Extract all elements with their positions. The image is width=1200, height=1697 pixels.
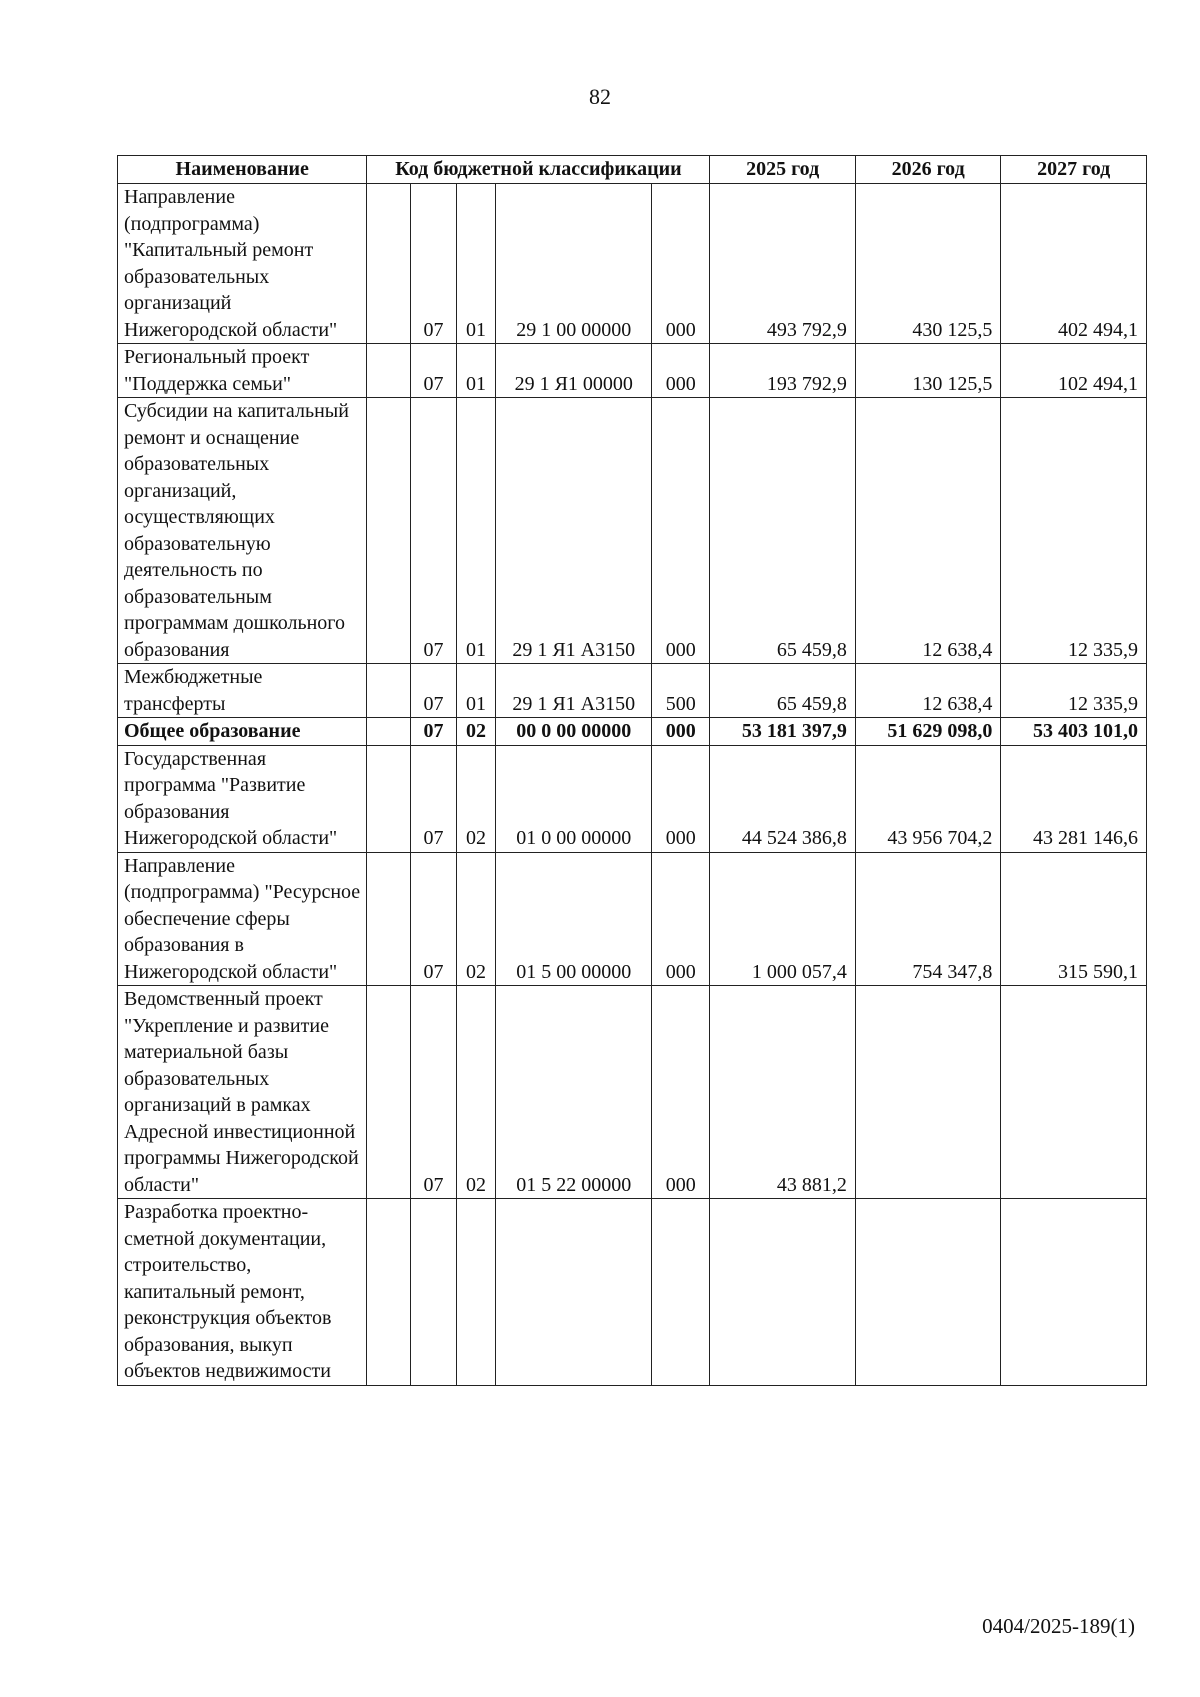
amount-2025: 65 459,8 (710, 664, 856, 718)
row-name: Субсидии на капитальный ремонт и оснащение образовательных организаций, осуществляющих образовательную деятельность по образовательным программам дошкольного образования (118, 398, 367, 664)
code-subsection: 01 (456, 344, 495, 398)
amount-2026: 430 125,5 (855, 184, 1001, 344)
code-section: 07 (411, 344, 457, 398)
amount-2027: 402 494,1 (1001, 184, 1147, 344)
table-row (118, 986, 1147, 1199)
header-name: Наименование (118, 156, 367, 184)
code-blank (367, 184, 411, 344)
code-target-article: 01 5 22 00000 (496, 986, 652, 1199)
amount-2027: 53 403 101,0 (1001, 718, 1147, 746)
code-expense-type: 000 (652, 718, 710, 746)
code-target-article: 01 5 00 00000 (496, 852, 652, 986)
row-name: Разработка проектно-сметной документации, строительство, капитальный ремонт, реконструкция объектов образования, выкуп объектов недвижимости (118, 1199, 367, 1386)
amount-2025: 53 181 397,9 (710, 718, 856, 746)
code-section: 07 (411, 718, 457, 746)
code-expense-type: 000 (652, 745, 710, 852)
amount-2027 (1001, 986, 1147, 1199)
row-name: Ведомственный проект "Укрепление и развитие материальной базы образовательных организаций в рамках Адресной инвестиционной программы Нижегородской области" (118, 986, 367, 1199)
table-row (118, 718, 1147, 746)
amount-2026 (855, 1199, 1001, 1386)
code-section: 07 (411, 852, 457, 986)
code-subsection: 02 (456, 745, 495, 852)
table-row (118, 1199, 1147, 1386)
table-body (118, 184, 1147, 1386)
table-row (118, 664, 1147, 718)
amount-2026: 43 956 704,2 (855, 745, 1001, 852)
row-name: Межбюджетные трансферты (118, 664, 367, 718)
row-name: Направление (подпрограмма) "Капитальный ремонт образовательных организаций Нижегородской области" (118, 184, 367, 344)
table-row (118, 398, 1147, 664)
amount-2027: 102 494,1 (1001, 344, 1147, 398)
table-row (118, 852, 1147, 986)
code-expense-type: 000 (652, 184, 710, 344)
code-section: 07 (411, 398, 457, 664)
row-name: Региональный проект "Поддержка семьи" (118, 344, 367, 398)
code-expense-type: 000 (652, 986, 710, 1199)
code-target-article: 29 1 Я1 00000 (496, 344, 652, 398)
row-name: Общее образование (118, 718, 367, 746)
amount-2027 (1001, 1199, 1147, 1386)
code-target-article: 29 1 Я1 А3150 (496, 664, 652, 718)
budget-table (117, 155, 1147, 1386)
code-expense-type: 500 (652, 664, 710, 718)
header-code: Код бюджетной классификации (367, 156, 710, 184)
amount-2025: 493 792,9 (710, 184, 856, 344)
amount-2027: 315 590,1 (1001, 852, 1147, 986)
code-target-article: 29 1 Я1 А3150 (496, 398, 652, 664)
code-subsection: 02 (456, 852, 495, 986)
code-blank (367, 986, 411, 1199)
code-target-article: 29 1 00 00000 (496, 184, 652, 344)
code-subsection: 01 (456, 184, 495, 344)
table-row (118, 745, 1147, 852)
code-expense-type (652, 1199, 710, 1386)
amount-2025: 193 792,9 (710, 344, 856, 398)
code-expense-type: 000 (652, 344, 710, 398)
code-expense-type: 000 (652, 398, 710, 664)
amount-2027: 12 335,9 (1001, 664, 1147, 718)
code-blank (367, 344, 411, 398)
amount-2025: 43 881,2 (710, 986, 856, 1199)
code-target-article: 00 0 00 00000 (496, 718, 652, 746)
amount-2026: 12 638,4 (855, 664, 1001, 718)
code-subsection: 02 (456, 986, 495, 1199)
amount-2025: 65 459,8 (710, 398, 856, 664)
code-blank (367, 745, 411, 852)
document-number: 0404/2025-189(1) (982, 1614, 1135, 1638)
header-2026: 2026 год (855, 156, 1001, 184)
amount-2027: 12 335,9 (1001, 398, 1147, 664)
page-number: 82 (589, 84, 611, 109)
table-row (118, 344, 1147, 398)
amount-2025 (710, 1199, 856, 1386)
amount-2026: 12 638,4 (855, 398, 1001, 664)
row-name: Государственная программа "Развитие образования Нижегородской области" (118, 745, 367, 852)
code-target-article: 01 0 00 00000 (496, 745, 652, 852)
code-blank (367, 398, 411, 664)
code-section (411, 1199, 457, 1386)
amount-2025: 44 524 386,8 (710, 745, 856, 852)
code-blank (367, 718, 411, 746)
code-subsection: 01 (456, 398, 495, 664)
code-blank (367, 852, 411, 986)
header-2025: 2025 год (710, 156, 856, 184)
code-section: 07 (411, 664, 457, 718)
amount-2026 (855, 986, 1001, 1199)
code-blank (367, 664, 411, 718)
table-row (118, 184, 1147, 344)
header-row (118, 156, 1147, 184)
amount-2025: 1 000 057,4 (710, 852, 856, 986)
code-expense-type: 000 (652, 852, 710, 986)
code-section: 07 (411, 986, 457, 1199)
header-2027: 2027 год (1001, 156, 1147, 184)
amount-2026: 51 629 098,0 (855, 718, 1001, 746)
code-subsection: 02 (456, 718, 495, 746)
code-subsection (456, 1199, 495, 1386)
amount-2026: 754 347,8 (855, 852, 1001, 986)
code-target-article (496, 1199, 652, 1386)
code-subsection: 01 (456, 664, 495, 718)
code-blank (367, 1199, 411, 1386)
amount-2026: 130 125,5 (855, 344, 1001, 398)
row-name: Направление (подпрограмма) "Ресурсное обеспечение сферы образования в Нижегородской области" (118, 852, 367, 986)
code-section: 07 (411, 184, 457, 344)
code-section: 07 (411, 745, 457, 852)
amount-2027: 43 281 146,6 (1001, 745, 1147, 852)
